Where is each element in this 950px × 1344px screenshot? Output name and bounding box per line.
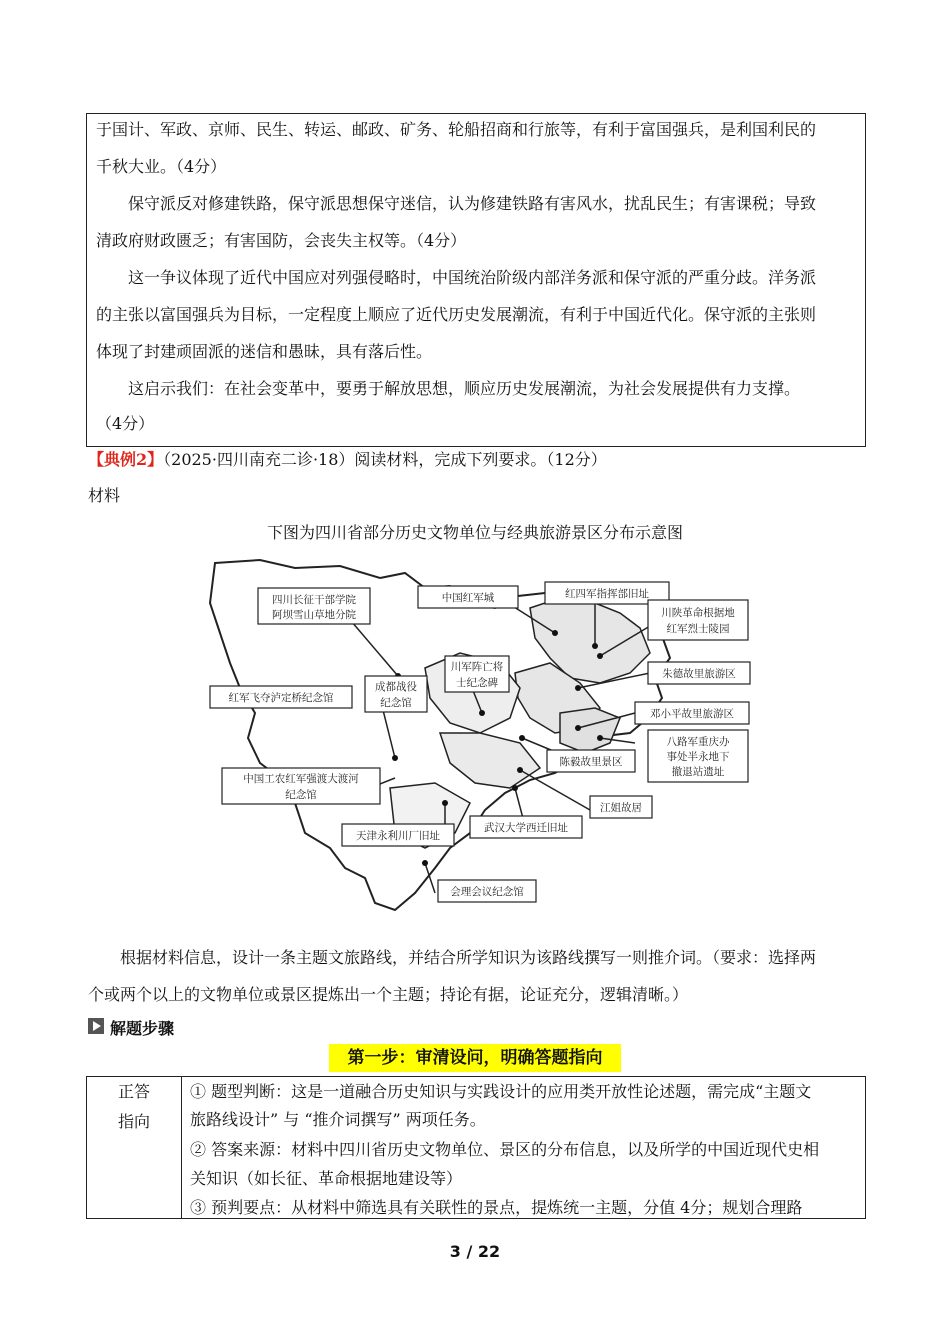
map-label: 八路军重庆办 [666, 736, 730, 748]
sichuan-map [200, 548, 760, 918]
map-label: 纪念馆 [285, 789, 317, 801]
example-tag: 【典例2】 [88, 450, 164, 469]
map-caption: 下图为四川省部分历史文物单位与经典旅游景区分布示意图 [266, 523, 683, 542]
answer-line: 这一争议体现了近代中国应对列强侵略时，中国统治阶级内部洋务派和保守派的严重分歧。洋务派 [128, 268, 817, 287]
map-label: 陈毅故里景区 [559, 756, 623, 768]
map-label: 天津永利川厂旧址 [356, 830, 440, 842]
table-cell-line: ① 题型判断：这是一道融合历史知识与实践设计的应用类开放性论述题，需完成“主题文 [190, 1082, 812, 1101]
map-label: 川陕革命根据地 [661, 607, 735, 619]
table-header-cell [87, 1077, 182, 1218]
table-cell-line: ③ 预判要点：从材料中筛选具有关联性的景点，提炼统一主题，分值 4分；规划合理路 [190, 1198, 803, 1217]
east-region [560, 708, 620, 753]
map-label: 纪念馆 [380, 697, 412, 709]
map-label: 事处半永地下 [666, 751, 730, 763]
map-label: 川军阵亡将 [450, 661, 504, 673]
table-cell-line: ② 答案来源：材料中四川省历史文物单位、景区的分布信息，以及所学的中国近现代史相 [190, 1140, 820, 1159]
steps-title: 解题步骤 [110, 1019, 175, 1038]
question-line: 个或两个以上的文物单位或景区提炼出一个主题；持论有据，论证充分，逻辑清晰。） [88, 985, 689, 1004]
answer-line: 体现了封建顽固派的迷信和愚昧，具有落后性。 [96, 342, 433, 361]
answer-table [86, 1076, 866, 1219]
map-label: 四川长征干部学院 [272, 594, 356, 606]
map-label: 邓小平故里旅游区 [650, 708, 734, 720]
answer-line: 的主张以富国强兵为目标，一定程度上顺应了近代历史发展潮流，有利于中国近代化。保守派的主张则 [96, 305, 817, 324]
table-cell-line: 旅路线设计” 与 “推介词撰写” 两项任务。 [190, 1110, 486, 1129]
map-label: 成都战役 [375, 681, 417, 693]
map-label: 会理会议纪念馆 [450, 886, 524, 898]
table-header-line: 指向 [117, 1112, 150, 1131]
map-label: 中国工农红军强渡大渡河 [243, 773, 359, 785]
example-text: （2025·四川南充二诊·18）阅读材料，完成下列要求。（12分） [163, 450, 607, 469]
map-label: 武汉大学西迁旧址 [484, 822, 568, 834]
map-label: 红军烈士陵园 [666, 623, 730, 635]
question-line: 根据材料信息，设计一条主题文旅路线，并结合所学知识为该路线撰写一则推介词。（要求：选择两 [120, 948, 817, 967]
map-label: 阿坝雪山草地分院 [272, 609, 356, 621]
play-icon [88, 1018, 104, 1034]
material-label: 材料 [88, 486, 121, 505]
map-label: 中国红军城 [441, 592, 495, 604]
answer-line: 清政府财政匮乏；有害国防，会丧失主权等。（4分） [96, 231, 467, 250]
map-label: 撤退站遗址 [671, 766, 725, 778]
answer-line: 这启示我们：在社会变革中，要勇于解放思想，顺应历史发展潮流，为社会发展提供有力支撑。 [128, 379, 801, 398]
answer-line: 保守派反对修建铁路，保守派思想保守迷信，认为修建铁路有害风水，扰乱民生；有害课税；导致 [128, 194, 817, 213]
map-label: 朱德故里旅游区 [662, 668, 736, 680]
answer-line: （4分） [96, 414, 155, 433]
example-heading [88, 450, 607, 470]
answer-line: 于国计、军政、京师、民生、转运、邮政、矿务、轮船招商和行旅等，有利于富国强兵，是利国利民的 [96, 120, 817, 139]
map-label: 红军飞夺泸定桥纪念馆 [228, 692, 334, 704]
table-cell-line: 关知识（如长征、革命根据地建设等） [190, 1169, 463, 1188]
table-header-line: 正答 [117, 1082, 150, 1101]
page-number: 3 / 22 [449, 1242, 501, 1261]
answer-line: 千秋大业。（4分） [96, 157, 227, 176]
map-label: 江姐故居 [600, 802, 642, 814]
map-label: 红四军指挥部旧址 [565, 588, 649, 600]
map-label: 士纪念碑 [456, 677, 498, 689]
step1-heading: 第一步：审清设问，明确答题指向 [329, 1044, 621, 1072]
